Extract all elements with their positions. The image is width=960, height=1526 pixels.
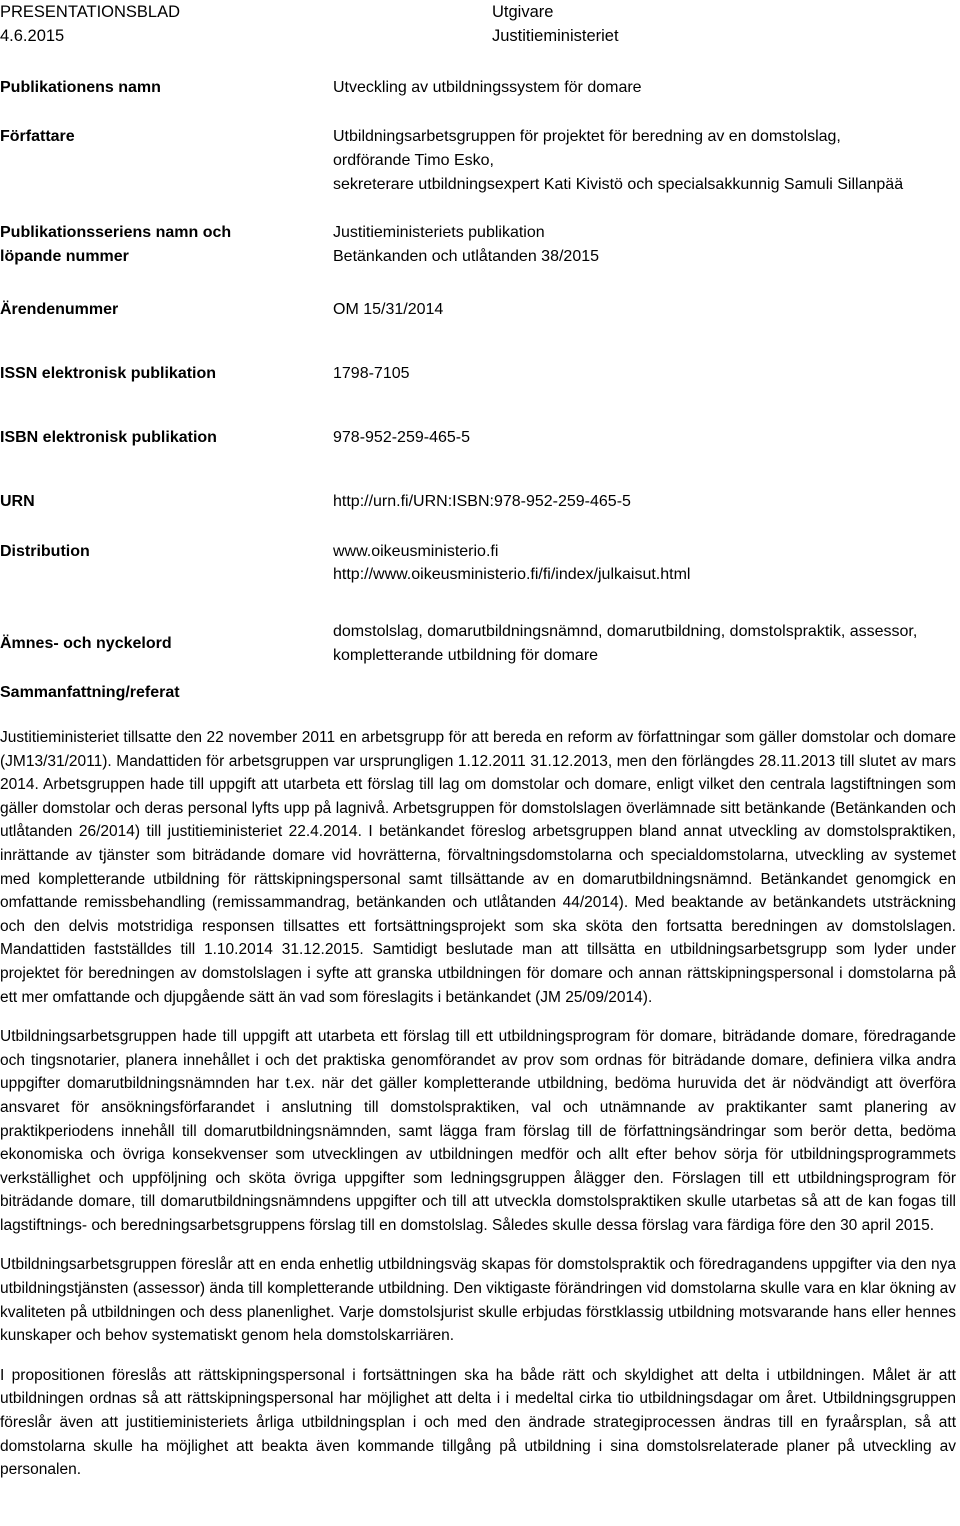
header-right bbox=[492, 0, 619, 48]
author-label: Författare bbox=[0, 128, 75, 145]
summary-paragraph: Utbildningsarbetsgruppen hade till uppgift att utarbeta ett förslag till ett utbildningsprogram för domare, biträdande domare, föredragande och tingsnotarier, planera innehållet i och det praktiska genomförandet av prov som ordnas för biträdande domare, definiera vilka andra uppgifter domarutbildningsnämnden har t.ex. när det gäller kompletterande utbildning, bedöma huruvida det är nödvändigt att överföra ansvaret för ansökningsförfarandet i anslutning till domstolspraktiken, val och utnämnande av praktikanter samt planering av praktikperiodens innehåll till domarutbildningsnämnden, samt lägga fram förslag till de författningsändringar som berör detta, bedöma ekonomiska och övriga konsekvenser som utvecklingen av utbildningen medför och allt efter behov sörja för utbildningsprogrammets verkställighet och uppföljning och sköta övriga uppgifter som ledningsgruppen ålägger den. Förslagen till ett utbildningsprogram för biträdande domare, till domarutbildningsnämndens uppgifter och till att utveckla domstolspraktiken skulle utarbetas så att de kan fogas till lagstiftnings- och beredningsarbetsgruppens förslag till en domstolslag. Således skulle dessa förslag vara färdiga före den 30 april 2015. bbox=[0, 1028, 956, 1234]
summary-paragraph: I propositionen föreslås att rättskipningspersonal i fortsättningen ska ha både rätt och skyldighet att delta i utbildningen. Målet är att utbildningen ordnas så att rättskipningspersonal har möjlighet att delta i i medeltal cirka tio utbildningsdagar om året. Utbildningsgruppen föreslår även att justitieministeriets årliga utbildningsplan i och med den ändrade strategiprocessen ändras till en fyraårsplan, så att domstolarna skulle ha möjlighet att beakta även kommande tillgång på utbildning i sina domstolsrelaterade planer på utveckling av personalen. bbox=[0, 1366, 956, 1479]
series-number: Betänkanden och utlåtanden 38/2015 bbox=[333, 248, 600, 265]
author-line: ordförande Timo Esko, bbox=[333, 152, 494, 169]
publisher-name: Justitieministeriet bbox=[492, 27, 619, 45]
publisher-label: Utgivare bbox=[492, 3, 554, 21]
author-line: sekreterare utbildningsexpert Kati Kivistö och specialsakkunnig Samuli Sillanpää bbox=[333, 176, 904, 193]
summary-label: Sammanfattning/referat bbox=[0, 684, 180, 701]
pub-name-value: Utveckling av utbildningssystem för domare bbox=[333, 79, 642, 96]
isbn-label: ISBN elektronisk publikation bbox=[0, 429, 217, 446]
series-name: Justitieministeriets publikation bbox=[333, 224, 545, 241]
issn-value: 1798-7105 bbox=[333, 365, 410, 382]
urn-label: URN bbox=[0, 493, 35, 510]
author-line: Utbildningsarbetsgruppen för projektet för beredning av en domstolslag, bbox=[333, 128, 841, 145]
urn-link[interactable]: http://urn.fi/URN:ISBN:978-952-259-465-5 bbox=[333, 493, 631, 510]
document-type: PRESENTATIONSBLAD bbox=[0, 3, 181, 21]
series-label-line: Publikationsseriens namn och bbox=[0, 224, 232, 241]
keywords-value: domstolslag, domarutbildningsnämnd, domarutbildning, domstolspraktik, assessor, kompletterande utbildning för domare bbox=[333, 623, 918, 664]
keywords-label: Ämnes- och nyckelord bbox=[0, 635, 172, 652]
header-left bbox=[0, 0, 180, 48]
case-number-label: Ärendenummer bbox=[0, 301, 119, 318]
series-label-line: löpande nummer bbox=[0, 248, 129, 265]
series-value bbox=[333, 221, 953, 269]
case-number-value: OM 15/31/2014 bbox=[333, 301, 444, 318]
isbn-value: 978-952-259-465-5 bbox=[333, 429, 470, 446]
distribution-value bbox=[333, 540, 953, 586]
author-value bbox=[333, 125, 953, 197]
summary-paragraph: Justitieministeriet tillsatte den 22 november 2011 en arbetsgrupp för att bereda en reform av författningar som gäller domstolar och domare (JM13/31/2011). Mandattiden för arbetsgruppen var ursprungligen 1.12.2011 31.12.2013, men den förlängdes 28.11.2013 till slutet av mars 2014. Arbetsgruppen hade till uppgift att utarbeta ett förslag till lag om domstolar och domare, enligt vilket den centrala lagstiftningen som gäller domstolar och deras personal lyfts upp på lagnivå. Arbetsgruppen för domstolslagen överlämnade sitt betänkande (Betänkanden och utlåtanden 26/2014) till justitieministeriet 22.4.2014. I betänkandet föreslog arbetsgruppen bland annat utveckling av domstolspraktiken, inrättande av tjänster som biträdande domare vid hovrätterna, förvaltningsdomstolarna och specialdomstolarna, utveckling av systemet med kompletterande utbildning för rättskipningspersonal samt tillsättande av en domarutbildningsnämnd. Betänkandet genomgick en omfattande remissbehandling (remissammandrag, betänkanden och utlåtanden 44/2014). Med beaktande av betänkandets utsträckning och den delvis motstridiga responsen tillsattes ett fortsättningsprojekt som ska sköta den fortsatta beredningen av domstolslagen. Mandattiden fastställdes till 1.10.2014 31.12.2015. Samtidigt beslutade man att tillsätta en utbildningsarbetsgrupp som lyder under projektet för beredningen av domstolslagen i syfte att granska utbildningen för domare och annan rättskipningspersonal i domstolarna på ett mer omfattande och djupgående sätt än vad som föreslagits i betänkandet (JM 25/09/2014). bbox=[0, 729, 956, 1006]
distribution-label: Distribution bbox=[0, 543, 90, 560]
summary-paragraph: Utbildningsarbetsgruppen föreslår att en enda enhetlig utbildningsväg skapas för domstolspraktik och föredragandens uppgifter via den nya utbildningstjänsten (assessor) ända till kompletterande utbildning. Den viktigaste förändringen vid domstolarna skulle vara en klar ökning av kvaliteten på utbildningen och dess planenlighet. Varje domstolsjurist skulle erbjudas förstklassig utbildning motsvarande hans eller hennes kunskaper och behov systematiskt genom hela domstolskarriären. bbox=[0, 1256, 956, 1345]
issn-label: ISSN elektronisk publikation bbox=[0, 365, 217, 382]
document-date: 4.6.2015 bbox=[0, 27, 65, 45]
series-label bbox=[0, 221, 231, 269]
distribution-link[interactable]: www.oikeusministerio.fi bbox=[333, 543, 499, 560]
summary-text bbox=[0, 726, 956, 1498]
pub-name-label: Publikationens namn bbox=[0, 79, 161, 96]
distribution-link[interactable]: http://www.oikeusministerio.fi/fi/index/julkaisut.html bbox=[333, 566, 691, 583]
